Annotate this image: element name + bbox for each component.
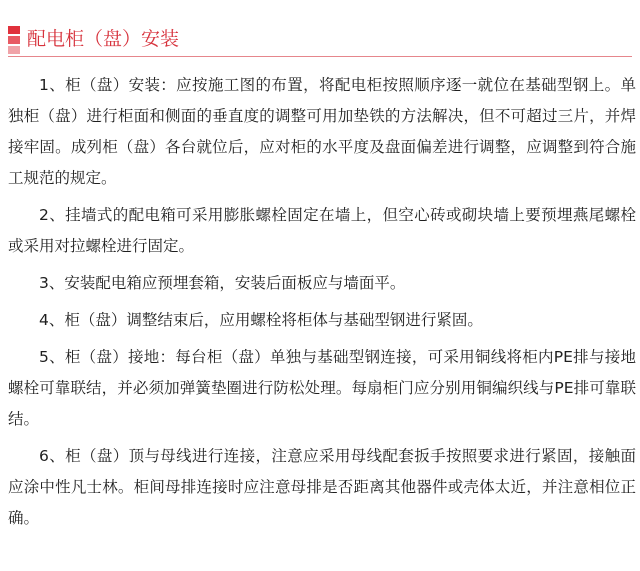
paragraph-5: 5、柜（盘）接地：每台柜（盘）单独与基础型钢连接，可采用铜线将柜内PE排与接地螺栓可靠联结，并必须加弹簧垫圈进行防松处理。每扇柜门应分别用铜编织线与PE排可靠联结。 — [8, 348, 636, 428]
paragraph-6: 6、柜（盘）顶与母线进行连接，注意应采用母线配套扳手按照要求进行紧固，接触面应涂中性凡士林。柜间母排连接时应注意母排是否距离其他器件或壳体太近，并注意相位正确。 — [8, 447, 636, 527]
paragraph-2: 2、挂墙式的配电箱可采用膨胀螺栓固定在墙上，但空心砖或砌块墙上要预埋燕尾螺栓或采用对拉螺栓进行固定。 — [8, 206, 636, 255]
section-title: 配电柜（盘）安装 — [27, 28, 180, 50]
section-divider — [8, 56, 632, 57]
section-header — [0, 22, 640, 58]
section-marker-icon — [8, 26, 20, 54]
paragraph-1: 1、柜（盘）安装：应按施工图的布置，将配电柜按照顺序逐一就位在基础型钢上。单独柜（盘）进行柜面和侧面的垂直度的调整可用加垫铁的方法解决，但不可超过三片，并焊接牢固。成列柜（盘）各台就位后，应对柜的水平度及盘面偏差进行调整，应调整到符合施工规范的规定。 — [8, 76, 636, 187]
article-body — [8, 70, 636, 540]
paragraph-4: 4、柜（盘）调整结束后，应用螺栓将柜体与基础型钢进行紧固。 — [39, 311, 483, 329]
paragraph-3: 3、安装配电箱应预埋套箱，安装后面板应与墙面平。 — [39, 274, 406, 292]
